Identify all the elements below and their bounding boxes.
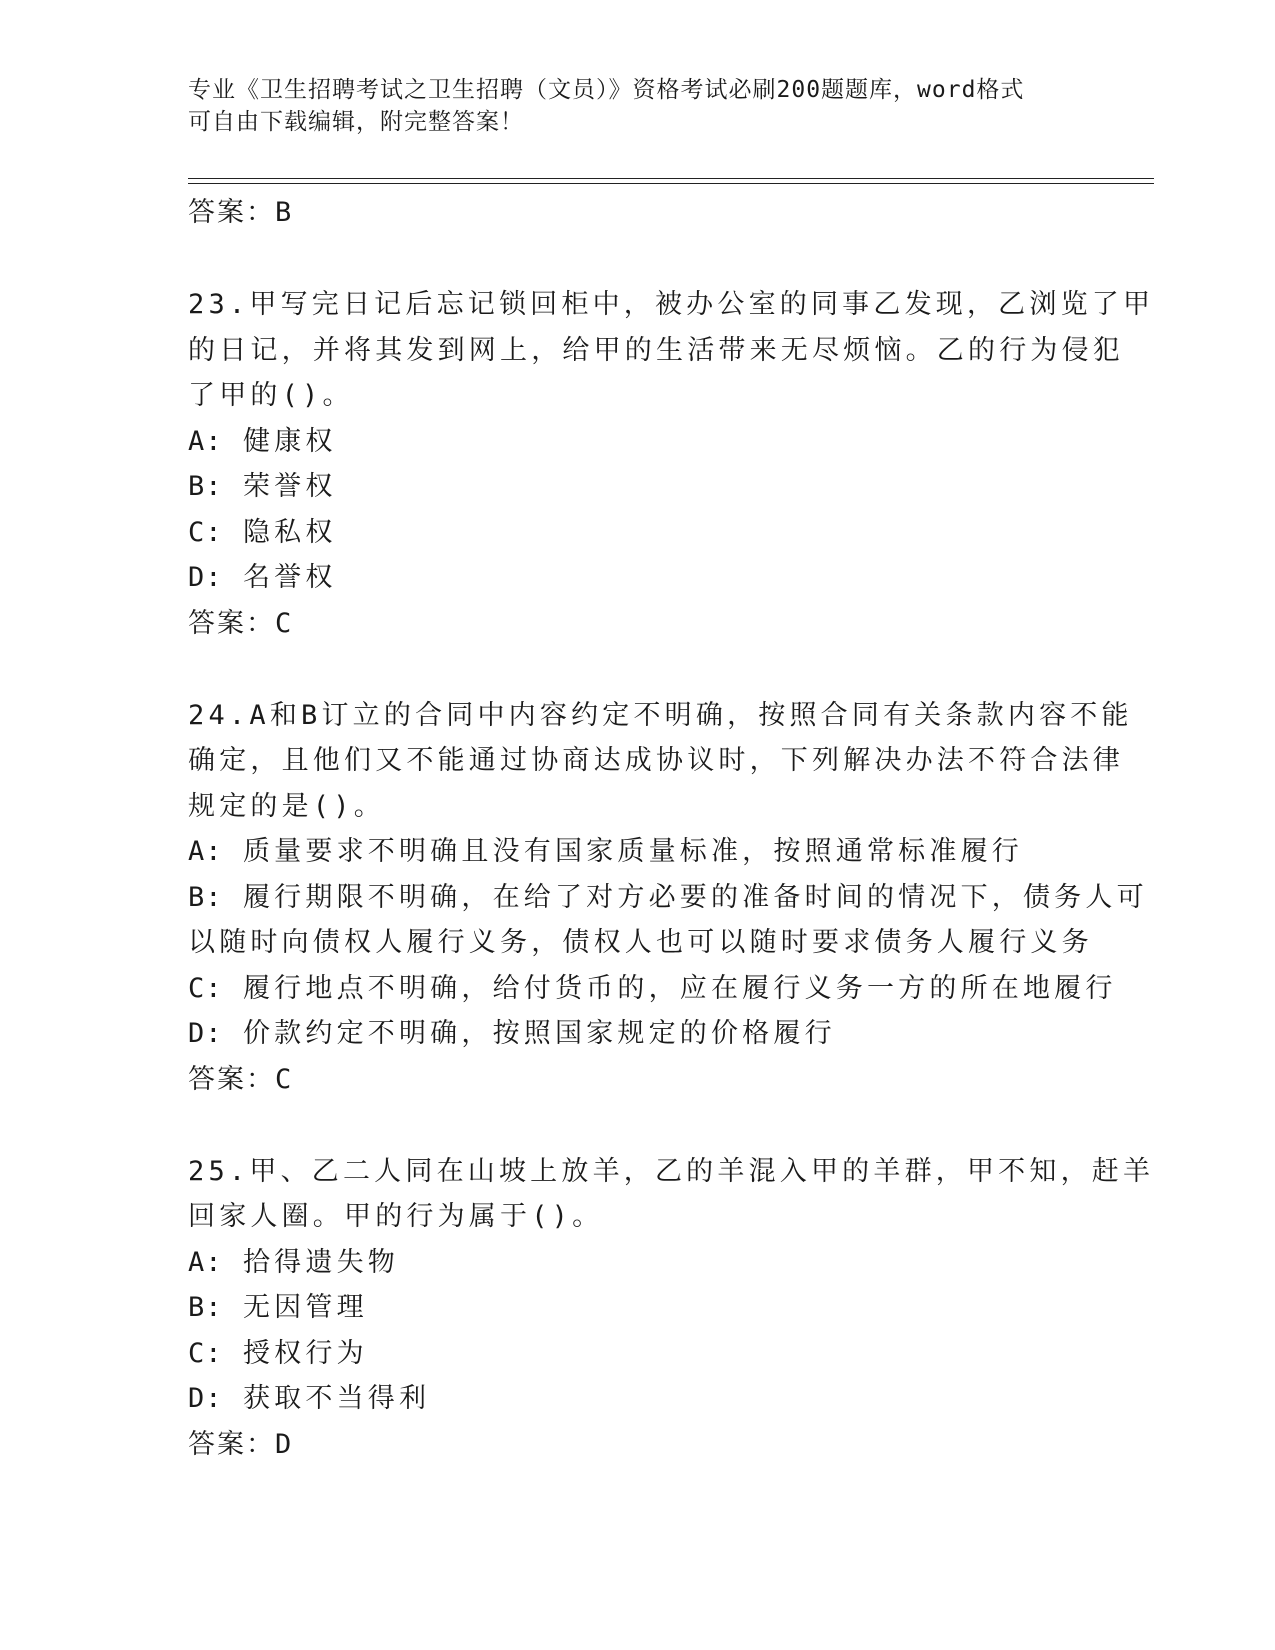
option-a <box>188 829 1088 875</box>
option-label: A: <box>188 1246 223 1278</box>
question-block <box>188 693 1148 1103</box>
option-text: 履行地点不明确，给付货币的，应在履行义务一方的所在地履行 <box>242 972 1117 1004</box>
question-block <box>188 1149 1155 1468</box>
question-line: 回家人圈。甲的行为属于()。 <box>188 1201 604 1232</box>
question-line: 的日记，并将其发到网上，给甲的生活带来无尽烦恼。乙的行为侵犯 <box>188 334 1124 366</box>
question-block <box>188 282 1155 647</box>
question-line: 确定，且他们又不能通过协商达成协议时，下列解决办法不符合法律 <box>188 745 1124 776</box>
option-d <box>188 1011 1088 1057</box>
answer-line: 答案：C <box>188 607 294 639</box>
option-label: A: <box>188 836 223 867</box>
option-label: C: <box>188 1337 223 1369</box>
header-line: 专业《卫生招聘考试之卫生招聘（文员）》资格考试必刷200题题库，word格式 <box>188 77 1025 103</box>
option-label: B: <box>188 881 223 913</box>
option-c <box>188 966 1117 1012</box>
option-label: A: <box>188 425 223 457</box>
header-divider <box>188 178 1154 179</box>
option-b <box>188 875 1148 921</box>
option-text: 质量要求不明确且没有国家质量标准，按照通常标准履行 <box>242 836 1023 867</box>
option-text: 拾得遗失物 <box>242 1246 399 1278</box>
option-text: 名誉权 <box>242 562 337 593</box>
option-label: B: <box>188 471 223 502</box>
option-text: 履行期限不明确，在给了对方必要的准备时间的情况下，债务人可 <box>242 881 1148 913</box>
option-c <box>188 1331 1088 1377</box>
option-label: D: <box>188 1383 223 1414</box>
option-d <box>188 1376 1088 1422</box>
option-text: 无因管理 <box>242 1292 368 1323</box>
question-text <box>188 693 1133 830</box>
question-line: 规定的是()。 <box>188 790 385 822</box>
option-b <box>188 464 1088 510</box>
question-line: 25.甲、乙二人同在山坡上放羊，乙的羊混入甲的羊群，甲不知，赶羊 <box>188 1155 1155 1187</box>
option-label: C: <box>188 972 223 1004</box>
document-header <box>188 74 1068 138</box>
option-d <box>188 555 1088 601</box>
option-text: 价款约定不明确，按照国家规定的价格履行 <box>242 1018 836 1049</box>
question-line: 24.A和B订立的合同中内容约定不明确，按照合同有关条款内容不能 <box>188 699 1133 731</box>
header-divider <box>188 183 1154 184</box>
option-b-continuation: 以随时向债权人履行义务，债权人也可以随时要求债务人履行义务 <box>188 927 1093 958</box>
question-list <box>188 190 1155 1468</box>
option-label: D: <box>188 1018 223 1049</box>
option-label: C: <box>188 516 223 548</box>
question-text <box>188 282 1155 419</box>
option-text: 隐私权 <box>242 516 337 548</box>
option-text: 获取不当得利 <box>242 1383 431 1414</box>
answer-line: 答案：B <box>188 197 294 228</box>
answer-line: 答案：C <box>188 1063 294 1095</box>
option-label: D: <box>188 562 223 593</box>
header-line: 可自由下载编辑，附完整答案！ <box>188 109 524 135</box>
answer-line: 答案：D <box>188 1428 294 1460</box>
option-text: 健康权 <box>242 425 337 457</box>
option-text: 荣誉权 <box>242 471 337 502</box>
option-label: B: <box>188 1292 223 1323</box>
option-a <box>188 419 1088 465</box>
question-line: 了甲的()。 <box>188 380 354 411</box>
option-b <box>188 1285 1088 1331</box>
option-text: 授权行为 <box>242 1337 368 1369</box>
question-text <box>188 1149 1155 1240</box>
option-a <box>188 1240 1088 1286</box>
option-c <box>188 510 1088 556</box>
question-line: 23.甲写完日记后忘记锁回柜中，被办公室的同事乙发现，乙浏览了甲 <box>188 289 1155 320</box>
